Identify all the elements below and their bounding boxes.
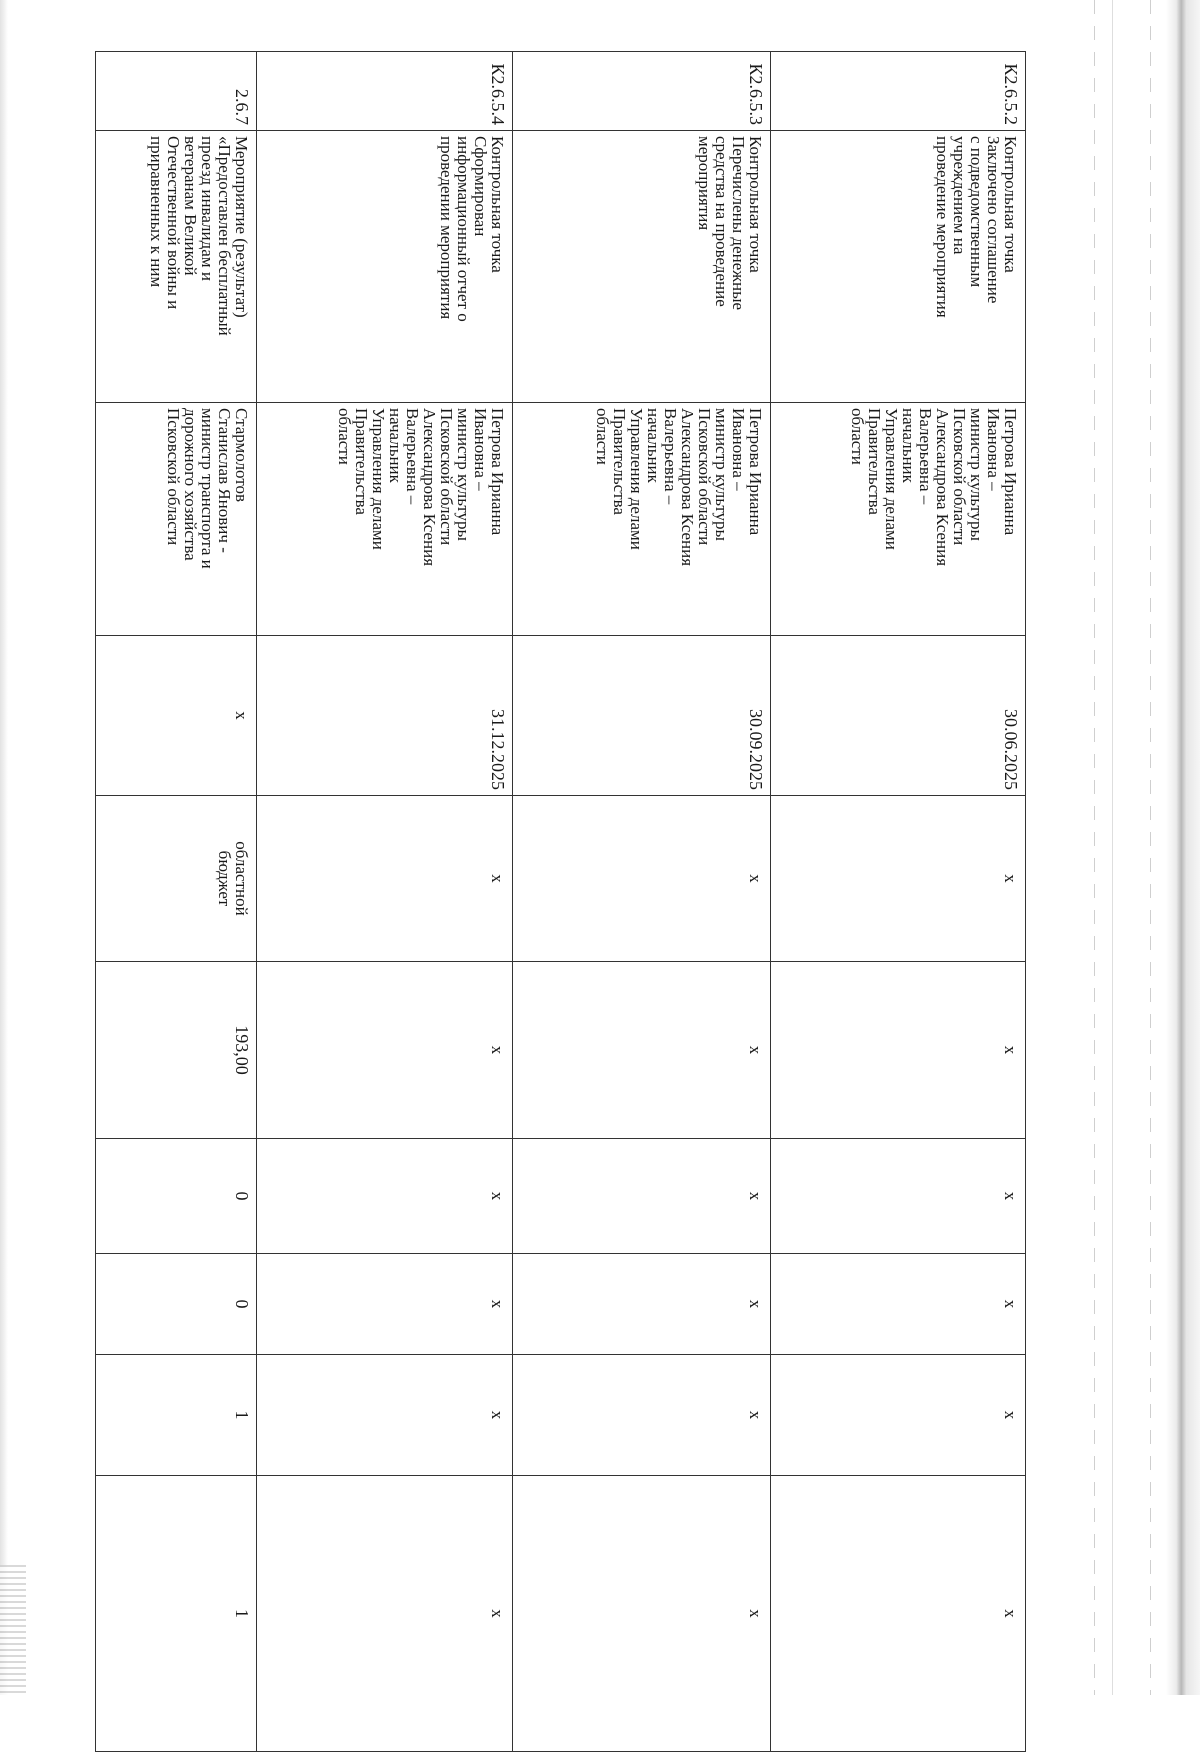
row-amount-cell: x [513, 962, 771, 1139]
table-row [96, 52, 257, 1752]
rotated-sheet [96, 51, 1026, 1751]
row-code-cell: 2.6.7 [96, 52, 257, 131]
row-value-cell: 0 [96, 1139, 257, 1254]
row-value-cell: x [771, 1476, 1026, 1752]
row-value-cell: x [771, 1254, 1026, 1355]
row-value-cell: x [257, 1476, 513, 1752]
row-value-cell: x [771, 1355, 1026, 1476]
row-value-cell: x [257, 1139, 513, 1254]
row-value-cell: 1 [96, 1476, 257, 1752]
row-value-cell: 0 [96, 1254, 257, 1355]
row-name-cell: Контрольная точка Перечислены денежные средства на проведение мероприятия [513, 131, 771, 403]
scan-line [1094, 0, 1095, 1695]
row-amount-cell: x [771, 962, 1026, 1139]
row-code-cell: К2.6.5.2 [771, 52, 1026, 131]
activity-plan-table [95, 51, 1026, 1752]
row-responsible-cell: Петрова Ирианна Ивановна – министр культуры Псковской области Александрова Ксения Валерьевна – начальник Управления делами Правительства области [771, 403, 1026, 636]
row-code-cell: К2.6.5.3 [513, 52, 771, 131]
row-value-cell: x [257, 1355, 513, 1476]
row-date-cell: x [96, 636, 257, 796]
row-source-cell: x [513, 796, 771, 962]
scan-line [1112, 0, 1113, 1695]
row-source-cell: x [771, 796, 1026, 962]
row-value-cell: x [513, 1139, 771, 1254]
scan-line [1150, 0, 1151, 1695]
row-value-cell: x [513, 1254, 771, 1355]
row-code-cell: К2.6.5.4 [257, 52, 513, 131]
row-date-cell: 30.06.2025 [771, 636, 1026, 796]
scan-edge-left [0, 0, 8, 1695]
row-amount-cell: x [257, 962, 513, 1139]
row-amount-cell: 193,00 [96, 962, 257, 1139]
row-value-cell: x [257, 1254, 513, 1355]
scan-edge-right [1166, 0, 1200, 1695]
row-responsible-cell: Петрова Ирианна Ивановна – министр культуры Псковской области Александрова Ксения Валерьевна – начальник Управления делами Правительства области [257, 403, 513, 636]
row-name-cell: Контрольная точка Сформирован информационный отчет о проведении мероприятия [257, 131, 513, 403]
row-responsible-cell: Стармолотов Станислав Янович - министр транспорта и дорожного хозяйства Псковской области [96, 403, 257, 636]
row-value-cell: x [513, 1355, 771, 1476]
row-responsible-cell: Петрова Ирианна Ивановна – министр культуры Псковской области Александрова Ксения Валерьевна – начальник Управления делами Правительства области [513, 403, 771, 636]
table-row [257, 52, 513, 1752]
row-source-cell: областной бюджет [96, 796, 257, 962]
row-value-cell: x [771, 1139, 1026, 1254]
table-row [771, 52, 1026, 1752]
scan-speck [0, 1565, 26, 1695]
row-name-cell: Мероприятие (результат) «Предоставлен бесплатный проезд инвалидам и ветеранам Великой Отечественной войны и приравненных к ним [96, 131, 257, 403]
table-row [513, 52, 771, 1752]
row-name-cell: Контрольная точка Заключено соглашение с подведомственным учреждением на проведение мероприятия [771, 131, 1026, 403]
row-source-cell: x [257, 796, 513, 962]
row-date-cell: 31.12.2025 [257, 636, 513, 796]
row-date-cell: 30.09.2025 [513, 636, 771, 796]
row-value-cell: x [513, 1476, 771, 1752]
row-value-cell: 1 [96, 1355, 257, 1476]
